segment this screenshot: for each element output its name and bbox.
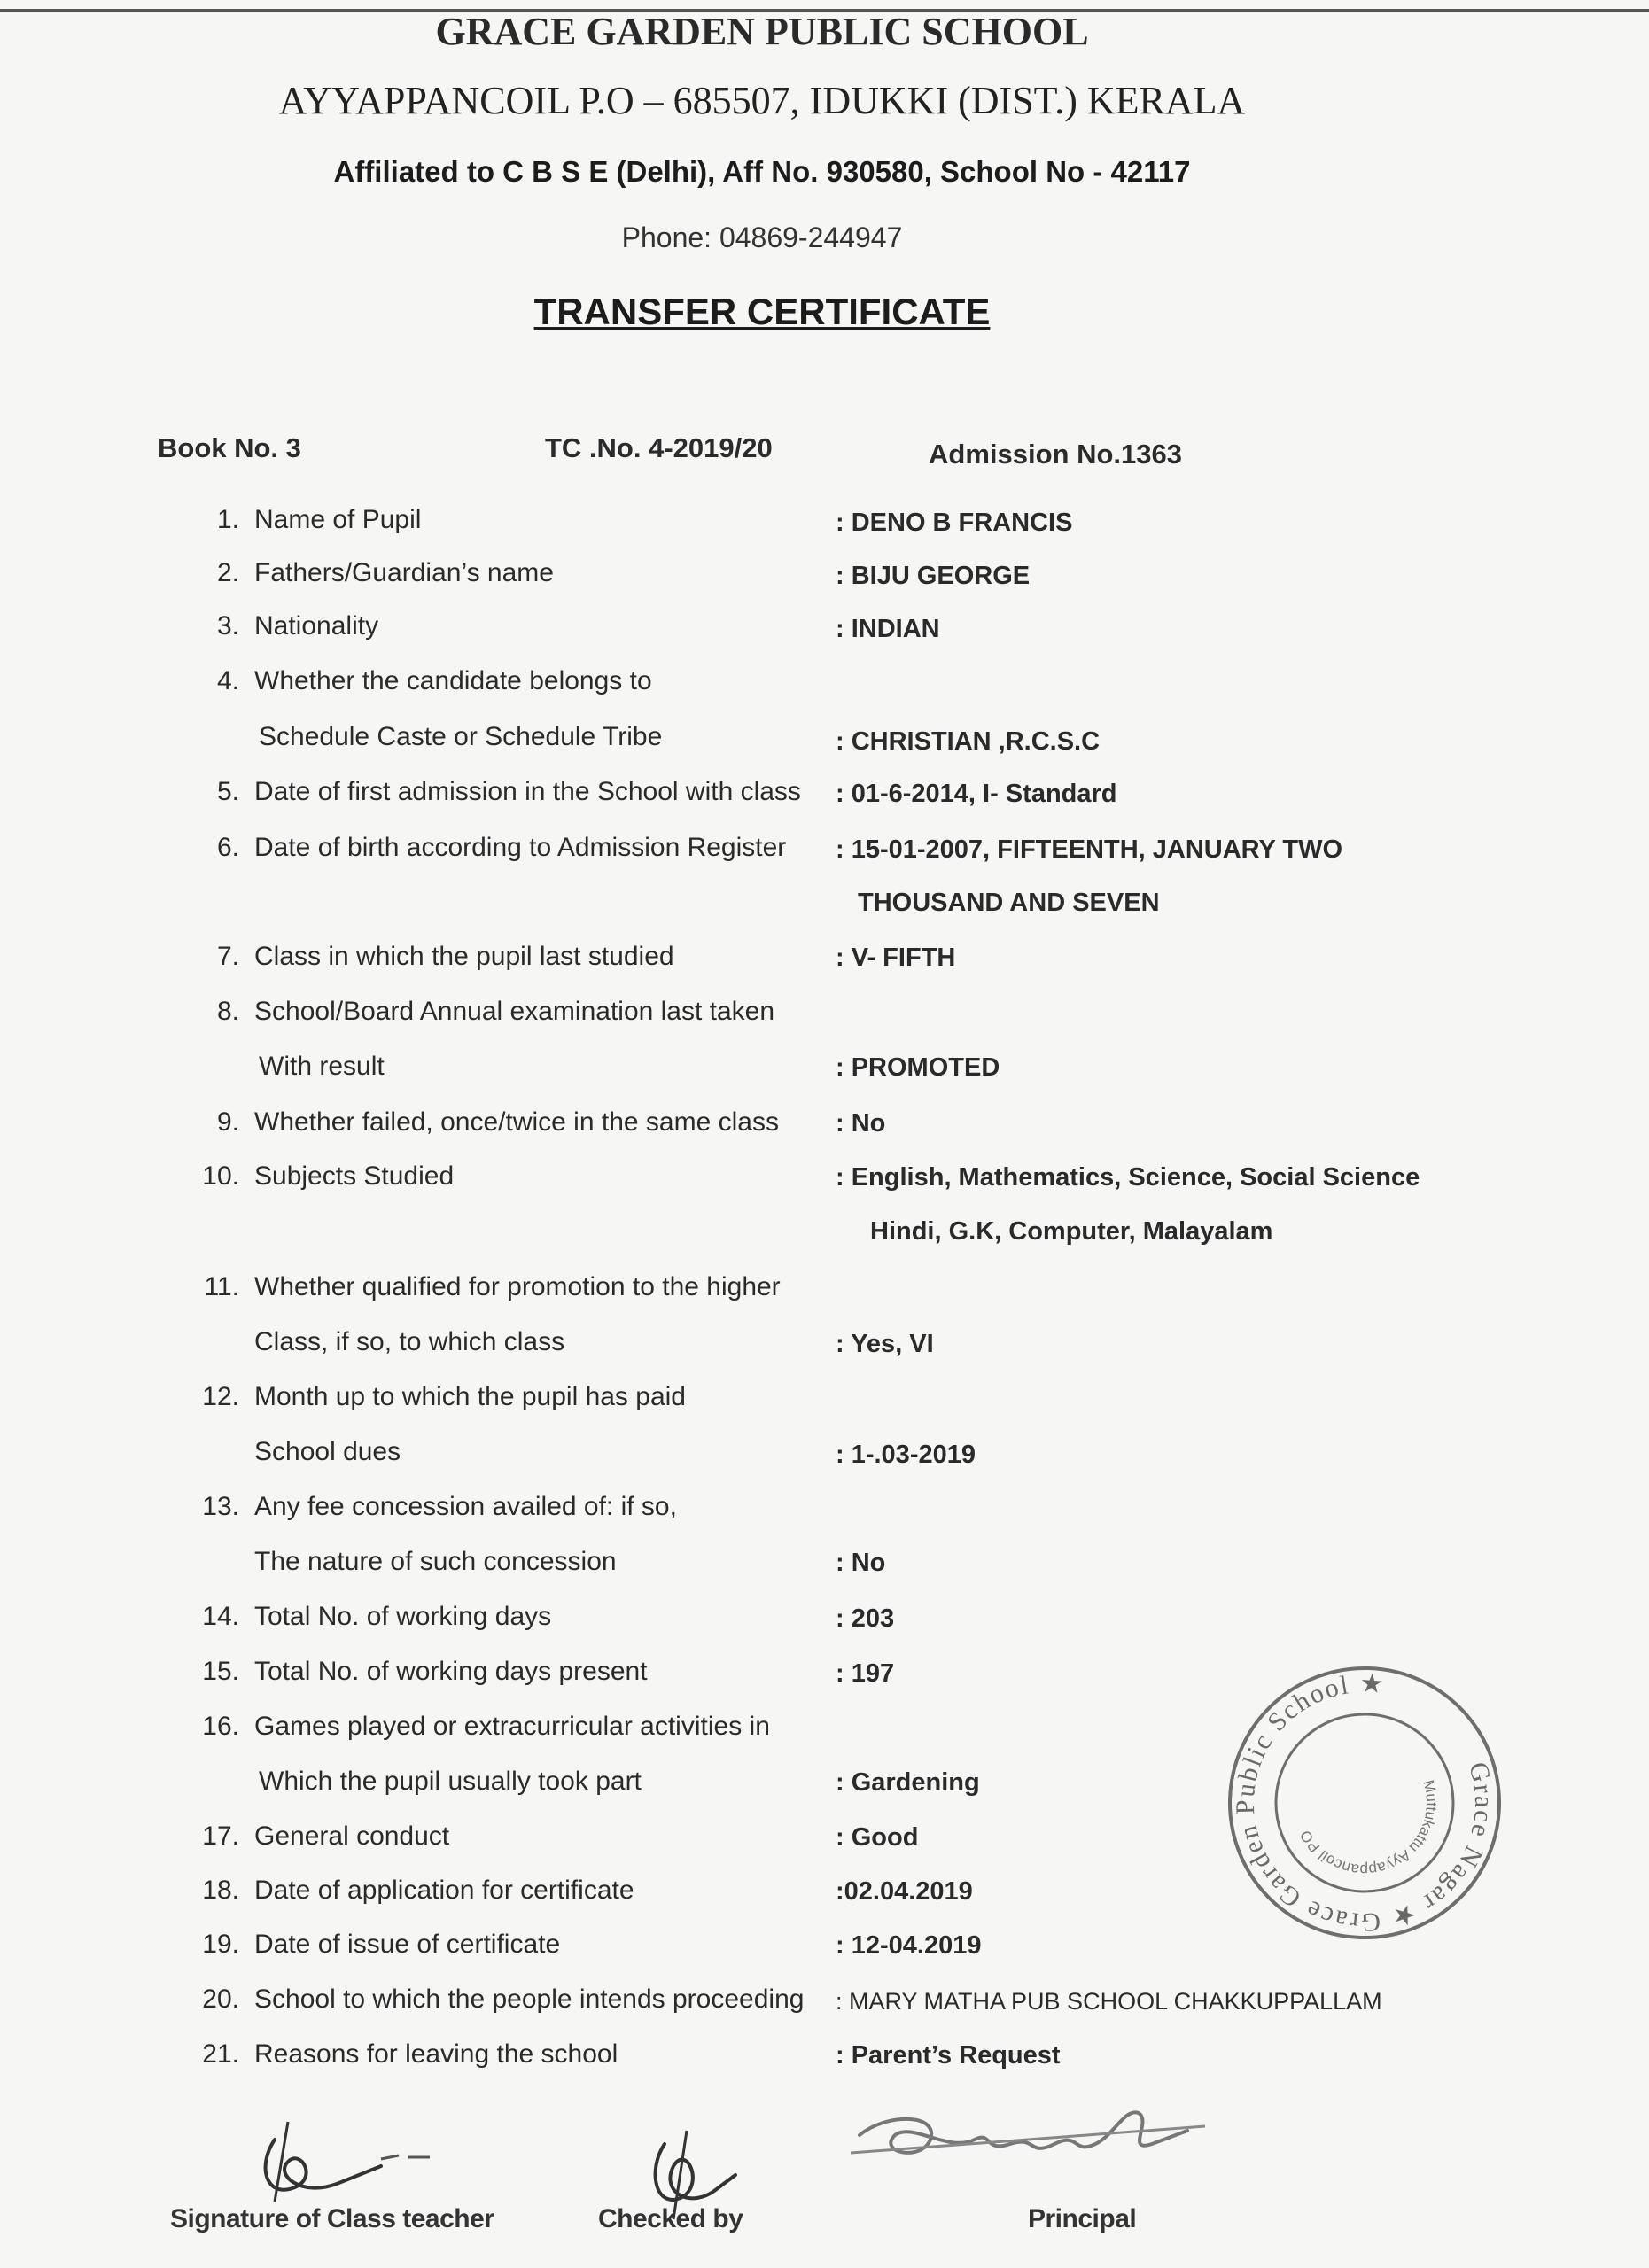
item-number: 3. bbox=[216, 611, 239, 641]
item-value: : 12-04.2019 bbox=[836, 1931, 982, 1960]
item-row bbox=[0, 1602, 1649, 1657]
item-row bbox=[0, 666, 1649, 756]
item-value: : English, Mathematics, Science, Social Science bbox=[836, 1163, 1420, 1192]
item-number: 14. bbox=[202, 1602, 239, 1631]
item-number: 18. bbox=[202, 1876, 239, 1905]
item-value: : 197 bbox=[836, 1659, 895, 1688]
principal-label: Principal bbox=[1028, 2204, 1137, 2233]
item-label: School/Board Annual examination last taken bbox=[254, 997, 775, 1026]
item-value: : 203 bbox=[836, 1604, 895, 1633]
admission-number: Admission No.1363 bbox=[929, 439, 1182, 470]
seal-inner-text: Muttukattu Ayyappancoil PO bbox=[1296, 1778, 1441, 1879]
item-value: : Yes, VI bbox=[836, 1330, 934, 1358]
item-label: General conduct bbox=[254, 1821, 450, 1851]
item-number: 20. bbox=[202, 1984, 239, 2014]
class-teacher-signature bbox=[239, 2113, 470, 2210]
item-label-continued: The nature of such concession bbox=[254, 1547, 617, 1576]
item-row bbox=[0, 1161, 1649, 1246]
item-number: 19. bbox=[202, 1930, 239, 1959]
affiliation-line: Affiliated to C B S E (Delhi), Aff No. 930580, School No - 42117 bbox=[333, 155, 1191, 188]
item-row bbox=[0, 777, 1649, 832]
item-number: 5. bbox=[216, 777, 239, 806]
item-label: Whether the candidate belongs to bbox=[254, 666, 652, 695]
item-number: 2. bbox=[216, 558, 239, 587]
item-label: Class in which the pupil last studied bbox=[254, 942, 674, 971]
item-value: : INDIAN bbox=[836, 615, 940, 643]
item-row bbox=[0, 1107, 1649, 1162]
item-value: : No bbox=[836, 1549, 886, 1577]
item-row bbox=[0, 1492, 1649, 1577]
tc-number: TC .No. 4-2019/20 bbox=[545, 432, 773, 463]
seal-outer-text: Grace Nagar ★ Grace Garden Public School ★ bbox=[1230, 1668, 1499, 1938]
item-number: 9. bbox=[216, 1107, 239, 1137]
school-seal-stamp bbox=[1218, 1657, 1511, 1949]
item-value-continued: Hindi, G.K, Computer, Malayalam bbox=[870, 1217, 1273, 1246]
school-address: AYYAPPANCOIL P.O – 685507, IDUKKI (DIST.) KERALA bbox=[278, 79, 1246, 122]
item-label: Games played or extracurricular activities in bbox=[254, 1712, 770, 1741]
item-label: Total No. of working days present bbox=[254, 1657, 648, 1686]
phone-line: Phone: 04869-244947 bbox=[621, 221, 903, 253]
item-label-continued: Schedule Caste or Schedule Tribe bbox=[259, 722, 663, 751]
item-value: : Gardening bbox=[836, 1768, 980, 1797]
item-label: Any fee concession availed of: if so, bbox=[254, 1492, 677, 1521]
item-number: 16. bbox=[202, 1712, 239, 1741]
item-value: : 01-6-2014, I- Standard bbox=[836, 780, 1117, 808]
item-label: Month up to which the pupil has paid bbox=[254, 1382, 686, 1411]
item-value: : BIJU GEORGE bbox=[836, 562, 1031, 590]
item-value: : V- FIFTH bbox=[836, 944, 956, 972]
item-number: 21. bbox=[202, 2039, 239, 2069]
principal-signature bbox=[833, 2091, 1223, 2188]
item-number: 10. bbox=[202, 1161, 239, 1191]
checked-by-label: Checked by bbox=[598, 2204, 743, 2233]
item-row bbox=[0, 942, 1649, 997]
item-label: Whether failed, once/twice in the same class bbox=[254, 1107, 779, 1137]
item-value: : Parent’s Request bbox=[836, 2041, 1061, 2070]
item-row bbox=[0, 1272, 1649, 1358]
school-name: GRACE GARDEN PUBLIC SCHOOL bbox=[435, 10, 1089, 53]
item-row bbox=[0, 997, 1649, 1082]
item-value-continued: THOUSAND AND SEVEN bbox=[858, 889, 1160, 917]
item-label: Subjects Studied bbox=[254, 1161, 455, 1191]
item-number: 13. bbox=[202, 1492, 239, 1521]
item-value: : MARY MATHA PUB SCHOOL CHAKKUPPALLAM bbox=[836, 1988, 1382, 2015]
item-label-continued: Class, if so, to which class bbox=[254, 1327, 565, 1356]
svg-text:Grace Nagar ★ Grace Garden Pub bbox=[1218, 1657, 1511, 1949]
item-number: 7. bbox=[216, 942, 239, 971]
item-row bbox=[0, 1984, 1649, 2039]
item-label-continued: Which the pupil usually took part bbox=[259, 1767, 642, 1796]
item-label: Date of issue of certificate bbox=[254, 1930, 561, 1959]
item-row bbox=[0, 505, 1649, 560]
item-value: : 15-01-2007, FIFTEENTH, JANUARY TWO bbox=[836, 835, 1343, 864]
item-label-continued: With result bbox=[259, 1052, 385, 1081]
item-number: 15. bbox=[202, 1657, 239, 1686]
item-label: Date of first admission in the School with class bbox=[254, 777, 801, 806]
book-number: Book No. 3 bbox=[158, 432, 301, 463]
item-row bbox=[0, 558, 1649, 613]
item-label: Reasons for leaving the school bbox=[254, 2039, 618, 2069]
item-row bbox=[0, 611, 1649, 666]
item-value: :02.04.2019 bbox=[836, 1877, 973, 1906]
item-number: 17. bbox=[202, 1821, 239, 1851]
item-label: Date of birth according to Admission Register bbox=[254, 833, 787, 862]
item-label: Whether qualified for promotion to the higher bbox=[254, 1272, 781, 1301]
item-number: 1. bbox=[216, 505, 239, 534]
item-number: 4. bbox=[216, 666, 239, 695]
item-value: : No bbox=[836, 1109, 886, 1138]
item-label: Date of application for certificate bbox=[254, 1876, 634, 1905]
item-value: : CHRISTIAN ,R.C.S.C bbox=[836, 727, 1101, 756]
item-number: 12. bbox=[202, 1382, 239, 1411]
item-number: 6. bbox=[216, 833, 239, 862]
class-teacher-label: Signature of Class teacher bbox=[170, 2204, 494, 2233]
item-label: Name of Pupil bbox=[254, 505, 422, 534]
item-row bbox=[0, 2039, 1649, 2094]
item-label: Total No. of working days bbox=[254, 1602, 552, 1631]
item-label-continued: School dues bbox=[254, 1437, 401, 1466]
item-number: 8. bbox=[216, 997, 239, 1026]
item-number: 11. bbox=[204, 1272, 239, 1301]
item-label: Nationality bbox=[254, 611, 379, 641]
certificate-title: TRANSFER CERTIFICATE bbox=[533, 291, 991, 332]
item-value: : 1-.03-2019 bbox=[836, 1441, 976, 1469]
item-value: : PROMOTED bbox=[836, 1053, 1000, 1082]
item-label: Fathers/Guardian’s name bbox=[254, 558, 554, 587]
item-row bbox=[0, 1382, 1649, 1469]
item-value: : Good bbox=[836, 1823, 919, 1852]
item-label: School to which the people intends proceeding bbox=[254, 1984, 805, 2014]
item-row bbox=[0, 833, 1649, 917]
item-value: : DENO B FRANCIS bbox=[836, 509, 1073, 537]
